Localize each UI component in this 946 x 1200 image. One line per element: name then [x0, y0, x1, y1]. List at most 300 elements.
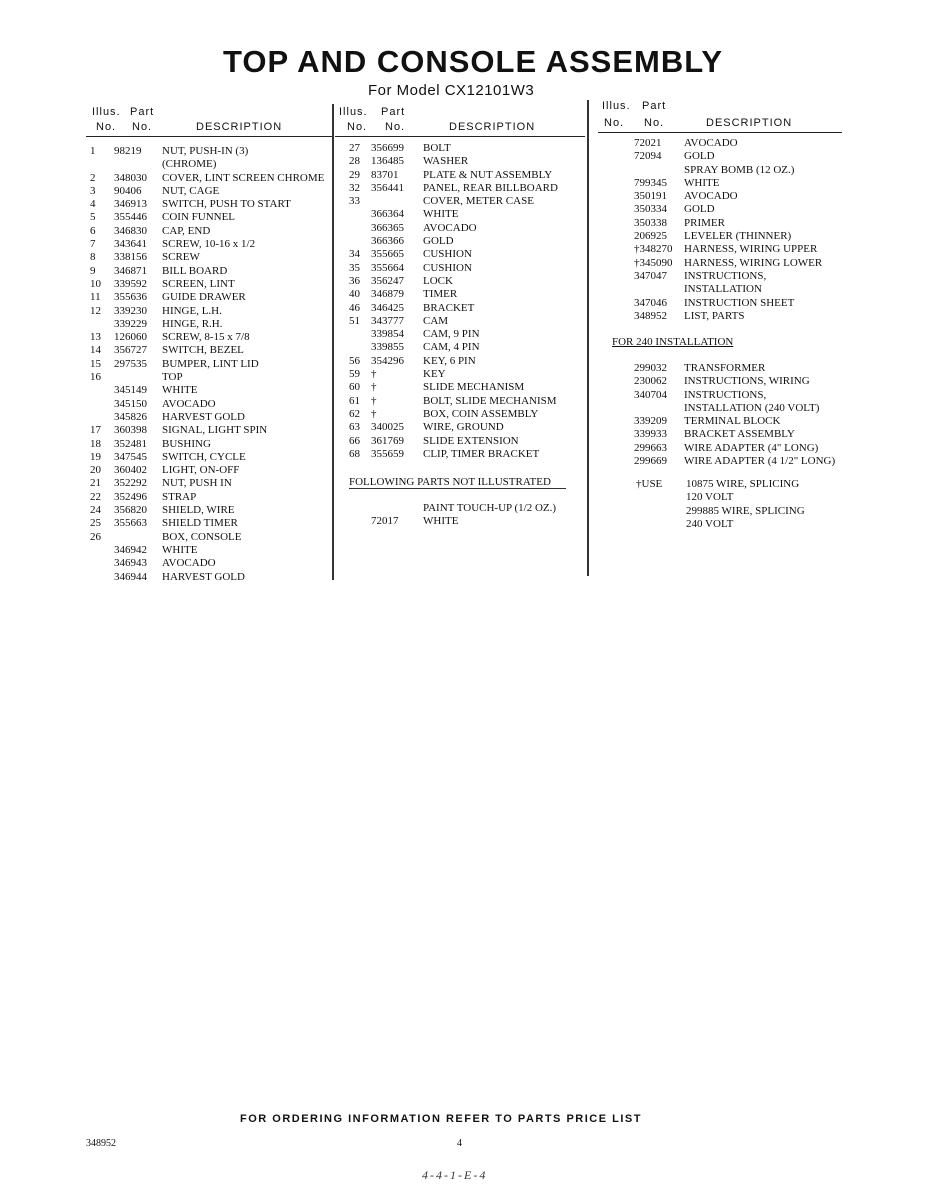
- illus-number: 5: [90, 211, 96, 224]
- part-description: WIRE, GROUND: [423, 421, 504, 434]
- illus-number: 34: [349, 248, 360, 261]
- part-number: 355659: [371, 447, 404, 460]
- part-number: 299032: [634, 362, 667, 374]
- table-row: [86, 291, 332, 304]
- part-number: 346913: [114, 198, 147, 211]
- parts-list: [598, 137, 842, 323]
- illus-number: 2: [90, 171, 96, 184]
- part-number: 356820: [114, 504, 147, 517]
- table-row: [86, 238, 332, 251]
- table-row: [86, 451, 332, 464]
- part-number: 136485: [371, 155, 404, 168]
- part-number: 299669: [634, 455, 667, 468]
- illus-number: 20: [90, 464, 101, 477]
- table-row: [598, 217, 842, 230]
- part-description: AVOCADO: [423, 221, 477, 234]
- part-number: 230062: [634, 375, 667, 388]
- description-header: DESCRIPTION: [706, 117, 793, 129]
- table-row: [335, 288, 585, 301]
- table-row: [335, 368, 585, 381]
- part-description: AVOCADO: [162, 397, 216, 410]
- illus-number: 60: [349, 381, 360, 394]
- table-row: [335, 195, 585, 208]
- illus-number: †USE: [636, 478, 663, 490]
- illus-number: 24: [90, 504, 101, 517]
- part-description: TOP: [162, 371, 183, 384]
- part-description: BOX, CONSOLE: [162, 530, 242, 543]
- part-description: SWITCH, CYCLE: [162, 450, 246, 463]
- table-row: [335, 222, 585, 235]
- part-description: SWITCH, BEZEL: [162, 344, 244, 357]
- table-row: [86, 438, 332, 451]
- table-row: [335, 408, 585, 421]
- part-description: CAM, 9 PIN: [423, 328, 480, 341]
- part-description: NUT, PUSH IN: [162, 477, 232, 490]
- model-subtitle: For Model CX12101W3: [368, 82, 535, 99]
- table-row: [86, 251, 332, 264]
- part-number: 343641: [114, 238, 147, 251]
- part-number: 356441: [371, 181, 404, 194]
- table-row: [86, 477, 332, 490]
- illus-number: 15: [90, 357, 101, 370]
- splicing-notes: [598, 478, 842, 531]
- illus-number: 59: [349, 368, 360, 381]
- part-description: BRACKET: [423, 301, 475, 314]
- part-description: BUSHING: [162, 437, 211, 450]
- column-header: [598, 100, 842, 133]
- illus-number: 33: [349, 195, 360, 208]
- illus-number: 19: [90, 450, 101, 463]
- part-number: 352481: [114, 437, 147, 450]
- part-description: LIGHT, ON-OFF: [162, 464, 240, 477]
- part-description: CUSHION: [423, 261, 472, 274]
- table-row: [335, 142, 585, 155]
- part-number: 206925: [634, 230, 667, 243]
- part-description: SWITCH, PUSH TO START: [162, 198, 291, 211]
- part-header: Part: [130, 106, 155, 118]
- illus-number: 1: [90, 145, 96, 157]
- illus-number: 21: [90, 477, 101, 490]
- part-description: 299885 WIRE, SPLICING: [686, 504, 805, 517]
- part-number: 355665: [371, 248, 404, 261]
- illus-no-header: No.: [604, 117, 625, 129]
- table-row: [335, 248, 585, 261]
- illus-number: 14: [90, 344, 101, 357]
- illus-number: 8: [90, 251, 96, 264]
- part-number: 366366: [371, 235, 404, 248]
- part-description: COVER, METER CASE: [423, 195, 534, 208]
- table-row: [86, 158, 332, 171]
- part-description: PRIMER: [684, 216, 725, 229]
- table-row: [86, 571, 332, 584]
- table-row: [86, 531, 332, 544]
- part-number: 356247: [371, 274, 404, 287]
- part-description: WHITE: [423, 208, 459, 221]
- part-description: GUIDE DRAWER: [162, 291, 246, 304]
- table-row: [335, 262, 585, 275]
- illus-number: 51: [349, 314, 360, 327]
- part-description: HINGE, L.H.: [162, 304, 222, 317]
- illus-number: 32: [349, 181, 360, 194]
- part-number: 348030: [114, 171, 147, 184]
- part-number: 72017: [371, 515, 399, 528]
- illus-number: 68: [349, 447, 360, 460]
- document-number: 348952: [86, 1138, 116, 1149]
- part-number: 356699: [371, 142, 404, 154]
- ordering-footer: FOR ORDERING INFORMATION REFER TO PARTS PRICE LIST: [240, 1113, 642, 1125]
- part-description: SCREW, 10-16 x 1/2: [162, 238, 256, 251]
- part-number: 346871: [114, 264, 147, 277]
- table-row: [598, 177, 842, 190]
- part-number: 347545: [114, 450, 147, 463]
- part-number: 90406: [114, 184, 142, 197]
- illus-number: 36: [349, 274, 360, 287]
- part-description: WIRE ADAPTER (4" LONG): [684, 441, 819, 454]
- part-number: 354296: [371, 354, 404, 367]
- table-row: [86, 491, 332, 504]
- page-number: 4: [457, 1138, 462, 1149]
- illus-number: 7: [90, 238, 96, 251]
- illus-number: 6: [90, 224, 96, 237]
- table-row: [598, 243, 842, 256]
- part-description: AVOCADO: [684, 137, 738, 149]
- part-description: SCREW: [162, 251, 200, 264]
- illus-header: Illus.: [602, 100, 631, 112]
- illus-number: 63: [349, 421, 360, 434]
- column-header: [86, 106, 332, 137]
- page-title: TOP AND CONSOLE ASSEMBLY: [223, 44, 723, 79]
- part-description: 240 VOLT: [686, 517, 734, 530]
- description-header: DESCRIPTION: [196, 121, 283, 133]
- column-header: [335, 106, 585, 137]
- part-number: 346942: [114, 543, 147, 556]
- table-row: [86, 318, 332, 331]
- handwritten-mark: 4-4-1-E-4: [422, 1168, 488, 1182]
- part-number: †: [371, 394, 377, 407]
- part-description: SHIELD TIMER: [162, 517, 238, 530]
- part-number: 360402: [114, 464, 147, 477]
- part-number: 360398: [114, 424, 147, 437]
- illus-number: 40: [349, 288, 360, 301]
- table-row: [335, 435, 585, 448]
- table-row: [86, 504, 332, 517]
- illus-number: 56: [349, 354, 360, 367]
- column-divider: [332, 104, 334, 580]
- table-row: [598, 137, 842, 150]
- parts-list-not-illustrated: [335, 502, 585, 529]
- table-row: [86, 331, 332, 344]
- part-description: CUSHION: [423, 248, 472, 261]
- table-row: [335, 341, 585, 354]
- parts-list: [335, 142, 585, 461]
- part-description: NUT, PUSH-IN (3): [162, 145, 249, 157]
- part-description: HARNESS, WIRING LOWER: [684, 256, 823, 269]
- part-number: †: [371, 381, 377, 394]
- table-row: [598, 150, 842, 163]
- part-number: 339854: [371, 328, 404, 341]
- parts-column-1: [86, 106, 332, 584]
- description-header: DESCRIPTION: [449, 121, 536, 133]
- table-row: [86, 225, 332, 238]
- part-description: KEY: [423, 368, 446, 381]
- part-number: 346944: [114, 570, 147, 583]
- illus-number: 4: [90, 198, 96, 211]
- table-row: [335, 315, 585, 328]
- part-description: SPRAY BOMB (12 OZ.): [684, 163, 795, 176]
- illus-number: 13: [90, 331, 101, 344]
- part-description: 120 VOLT: [686, 491, 734, 504]
- illus-number: 9: [90, 264, 96, 277]
- table-row: [86, 185, 332, 198]
- table-row: [335, 515, 585, 528]
- part-description: 10875 WIRE, SPLICING: [686, 478, 800, 490]
- part-description: TRANSFORMER: [684, 362, 766, 374]
- table-row: [335, 155, 585, 168]
- table-row: [598, 415, 842, 428]
- part-number: 799345: [634, 176, 667, 189]
- part-description: CAM, 4 PIN: [423, 341, 480, 354]
- table-row: [86, 384, 332, 397]
- table-row: [335, 381, 585, 394]
- part-no-header: No.: [132, 121, 153, 133]
- table-row: [86, 145, 332, 158]
- illus-number: 3: [90, 184, 96, 197]
- table-row: [335, 235, 585, 248]
- part-description: SIGNAL, LIGHT SPIN: [162, 424, 268, 437]
- part-description: BOLT: [423, 142, 451, 154]
- table-row: [598, 310, 842, 323]
- part-description: WHITE: [423, 515, 459, 528]
- part-number: 343777: [371, 314, 404, 327]
- table-row: [86, 278, 332, 291]
- table-row: [335, 448, 585, 461]
- part-number: 352292: [114, 477, 147, 490]
- part-description: BILL BOARD: [162, 264, 228, 277]
- part-description: HARVEST GOLD: [162, 410, 245, 423]
- part-header: Part: [642, 100, 667, 112]
- table-row: [598, 402, 842, 415]
- illus-number: 46: [349, 301, 360, 314]
- illus-number: 22: [90, 490, 101, 503]
- part-description: HARVEST GOLD: [162, 570, 245, 583]
- table-row: [598, 442, 842, 455]
- part-number: 72021: [634, 137, 662, 149]
- part-number: 339209: [634, 415, 667, 428]
- part-number: 345150: [114, 397, 147, 410]
- part-description: LOCK: [423, 274, 453, 287]
- part-number: 83701: [371, 168, 399, 181]
- table-row: [335, 421, 585, 434]
- part-description: SLIDE MECHANISM: [423, 381, 525, 394]
- illus-number: 27: [349, 142, 360, 154]
- section-240-installation: FOR 240 INSTALLATION: [612, 336, 734, 348]
- illus-number: 17: [90, 424, 101, 437]
- part-description: BRACKET ASSEMBLY: [684, 428, 795, 441]
- illus-number: 26: [90, 530, 101, 543]
- part-number: 346943: [114, 557, 147, 570]
- table-row: [335, 182, 585, 195]
- table-row: [598, 375, 842, 388]
- part-number: †: [371, 407, 377, 420]
- part-number: 345826: [114, 410, 147, 423]
- table-row: [86, 544, 332, 557]
- part-number: 339855: [371, 341, 404, 354]
- illus-no-header: No.: [347, 121, 368, 133]
- section-not-illustrated: FOLLOWING PARTS NOT ILLUSTRATED: [349, 476, 566, 489]
- illus-number: 66: [349, 434, 360, 447]
- table-row: [335, 502, 585, 515]
- table-row: [598, 297, 842, 310]
- part-number: 346830: [114, 224, 147, 237]
- part-description: HARNESS, WIRING UPPER: [684, 243, 818, 256]
- illus-number: 25: [90, 517, 101, 530]
- table-row: [598, 230, 842, 243]
- part-number: 355663: [114, 517, 147, 530]
- part-description: GOLD: [684, 150, 715, 163]
- illus-number: 28: [349, 155, 360, 168]
- part-number: 356727: [114, 344, 147, 357]
- part-description: BOX, COIN ASSEMBLY: [423, 407, 539, 420]
- table-row: [598, 518, 842, 531]
- part-number: 299663: [634, 441, 667, 454]
- part-number: 355446: [114, 211, 147, 224]
- part-description: CLIP, TIMER BRACKET: [423, 447, 540, 460]
- table-row: [86, 557, 332, 570]
- table-row: [598, 283, 842, 296]
- table-row: [86, 211, 332, 224]
- table-row: [598, 270, 842, 283]
- part-header: Part: [381, 106, 406, 118]
- part-description: AVOCADO: [684, 190, 738, 203]
- table-row: [335, 302, 585, 315]
- part-number: 339592: [114, 277, 147, 290]
- part-description: GOLD: [684, 203, 715, 216]
- part-number: 338156: [114, 251, 147, 264]
- part-no-header: No.: [385, 121, 406, 133]
- part-number: 72094: [634, 150, 662, 163]
- part-description: INSTRUCTIONS,: [684, 388, 767, 401]
- part-description: LIST, PARTS: [684, 309, 745, 322]
- part-number: 339230: [114, 304, 147, 317]
- table-row: [598, 478, 842, 491]
- table-row: [86, 265, 332, 278]
- part-number: 98219: [114, 145, 142, 157]
- illus-number: 12: [90, 304, 101, 317]
- table-row: [335, 169, 585, 182]
- part-number: 350334: [634, 203, 667, 216]
- part-number: 346879: [371, 288, 404, 301]
- part-description: INSTRUCTION SHEET: [684, 296, 795, 309]
- illus-header: Illus.: [92, 106, 121, 118]
- column-divider: [587, 100, 589, 576]
- part-number: 347046: [634, 296, 667, 309]
- illus-number: 29: [349, 168, 360, 181]
- part-description: KEY, 6 PIN: [423, 354, 476, 367]
- part-description: WHITE: [162, 543, 198, 556]
- illus-number: 35: [349, 261, 360, 274]
- part-description: SLIDE EXTENSION: [423, 434, 519, 447]
- part-number: 348952: [634, 309, 667, 322]
- part-description: WASHER: [423, 155, 469, 168]
- part-number: 355636: [114, 291, 147, 304]
- part-description: SHIELD, WIRE: [162, 504, 235, 517]
- part-number: 339229: [114, 317, 147, 330]
- part-number: 297535: [114, 357, 147, 370]
- part-description: HINGE, R.H.: [162, 317, 223, 330]
- illus-number: 11: [90, 291, 101, 304]
- illus-number: 16: [90, 371, 101, 384]
- part-number: 352496: [114, 490, 147, 503]
- part-number: 366364: [371, 208, 404, 221]
- part-no-header: No.: [644, 117, 665, 129]
- part-description: SCREEN, LINT: [162, 277, 235, 290]
- part-description: COIN FUNNEL: [162, 211, 236, 224]
- part-description: WIRE ADAPTER (4 1/2" LONG): [684, 455, 836, 468]
- part-number: 345149: [114, 384, 147, 397]
- table-row: [335, 208, 585, 221]
- part-description: CAM: [423, 314, 449, 327]
- table-row: [86, 411, 332, 424]
- part-description: STRAP: [162, 490, 197, 503]
- table-row: [335, 275, 585, 288]
- part-number: †: [371, 368, 377, 381]
- part-description: AVOCADO: [162, 557, 216, 570]
- illus-number: 62: [349, 407, 360, 420]
- table-row: [598, 257, 842, 270]
- table-row: [86, 424, 332, 437]
- part-number: 355664: [371, 261, 404, 274]
- part-number: 347047: [634, 269, 667, 282]
- illus-header: Illus.: [339, 106, 368, 118]
- table-row: [86, 371, 332, 384]
- part-number: 340704: [634, 388, 667, 401]
- parts-list: [86, 145, 332, 584]
- part-number: 366365: [371, 221, 404, 234]
- table-row: [86, 198, 332, 211]
- part-description: PAINT TOUCH-UP (1/2 OZ.): [423, 502, 557, 514]
- illus-number: 61: [349, 394, 360, 407]
- part-description: INSTRUCTIONS, WIRING: [684, 375, 810, 388]
- part-description: NUT, CAGE: [162, 184, 220, 197]
- part-number: 361769: [371, 434, 404, 447]
- parts-column-3: [598, 100, 842, 323]
- part-description: GOLD: [423, 235, 454, 248]
- table-row: [598, 203, 842, 216]
- part-description: PLATE & NUT ASSEMBLY: [423, 168, 553, 181]
- table-row: [598, 362, 842, 375]
- part-description: INSTALLATION (240 VOLT): [684, 401, 820, 414]
- part-number: 126060: [114, 331, 147, 344]
- part-description: WHITE: [684, 176, 720, 189]
- part-description: (CHROME): [162, 158, 217, 171]
- part-description: INSTRUCTIONS,: [684, 269, 767, 282]
- part-description: BOLT, SLIDE MECHANISM: [423, 394, 557, 407]
- part-number: 340025: [371, 421, 404, 434]
- part-number: †348270: [634, 243, 673, 256]
- table-row: [335, 355, 585, 368]
- part-number: †345090: [634, 256, 673, 269]
- table-row: [86, 398, 332, 411]
- table-row: [598, 491, 842, 504]
- table-row: [86, 464, 332, 477]
- part-description: TIMER: [423, 288, 458, 301]
- part-description: CAP, END: [162, 224, 211, 237]
- part-description: LEVELER (THINNER): [684, 230, 792, 243]
- table-row: [86, 305, 332, 318]
- part-description: SCREW, 8-15 x 7/8: [162, 331, 250, 344]
- parts-list-240: [598, 362, 842, 468]
- table-row: [335, 395, 585, 408]
